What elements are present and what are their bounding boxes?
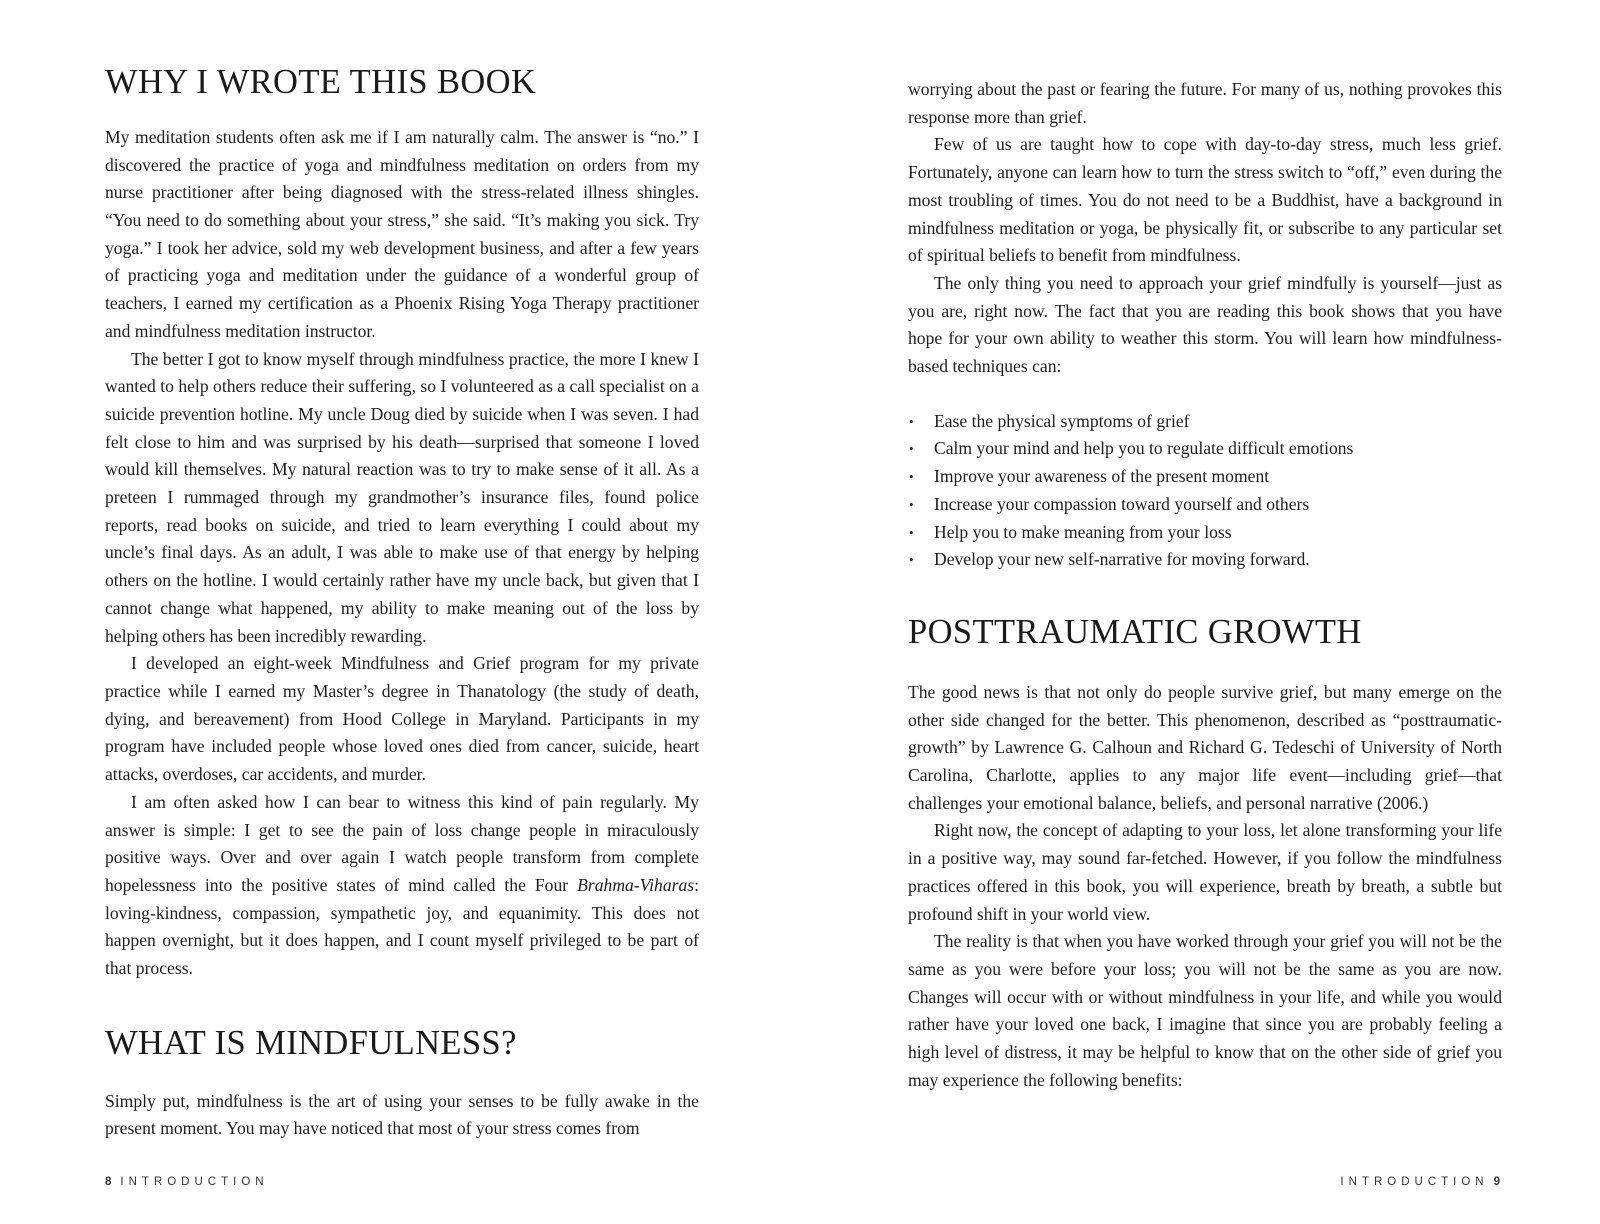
- list-item: [908, 546, 1502, 574]
- page-number: 9: [1493, 1176, 1500, 1188]
- list-item: [908, 435, 1502, 463]
- body-paragraph: The reality is that when you have worked through your grief you will not be the same as you were before your loss; you will not be the same as you are now. Changes will occur with or without mindfulness in your life, and while you would rather have your loved one back, I imagine that since you are probably feeling a high level of distress, it may be helpful to know that on the other side of grief you may experience the following benefits:: [908, 931, 1502, 1090]
- page-footer-left: [105, 1176, 269, 1188]
- list-item-text: Calm your mind and help you to regulate difficult emotions: [934, 438, 1354, 459]
- body-paragraph-continued: worrying about the past or fearing the future. For many of us, nothing provokes this response more than grief.: [908, 79, 1502, 127]
- body-paragraph: My meditation students often ask me if I am naturally calm. The answer is “no.” I discovered the practice of yoga and mindfulness meditation on orders from my nurse practitioner after being diagnosed with the stress-related illness shingles. “You need to do something about your stress,” she said. “It’s making you sick. Try yoga.” I took her advice, sold my web development business, and after a few years of practicing yoga and meditation under the guidance of a wonderful group of teachers, I earned my certification as a Phoenix Rising Yoga Therapy practitioner and mindfulness meditation instructor.: [105, 126, 699, 341]
- bullet-icon: •: [909, 413, 914, 429]
- body-paragraph: The good news is that not only do people survive grief, but many emerge on the other side changed for the better. This phenomenon, described as “posttraumatic- growth” by Lawrence G. Calhoun and Richard G. Tedeschi of University of North Carolina, Charlotte, applies to any major life event—including grief—that challenges your emotional balance, beliefs, and personal narrative (2006.): [908, 681, 1502, 813]
- body-paragraph: I developed an eight-week Mindfulness and Grief program for my private practice while I earned my Master’s degree in Thanatology (the study of death, dying, and bereavement) from Hood College in Maryland. Participants in my program have included people whose loved ones died from cancer, suicide, heart attacks, overdoses, car accidents, and murder.: [105, 653, 699, 785]
- running-footer-label: INTRODUCTION: [120, 1176, 269, 1188]
- paragraph-text: : loving-kindness, compassion, sympathetic joy, and equanimity. This does not happen overnight, but it does happen, and I count myself privileged to be part of that process.: [105, 874, 699, 979]
- list-item: [908, 463, 1502, 491]
- body-paragraph: Few of us are taught how to cope with day-to-day stress, much less grief. Fortunately, anyone can learn how to turn the stress switch to “off,” even during the most troubling of times. You do not need to be a Buddhist, have a background in mindfulness meditation or yoga, be physically fit, or subscribe to any particular set of spiritual beliefs to benefit from mindfulness.: [908, 134, 1502, 266]
- benefits-list: [908, 408, 1502, 574]
- heading-why-i-wrote-this-book: WHY I WROTE THIS BOOK: [105, 63, 537, 101]
- list-item-text: Improve your awareness of the present moment: [934, 466, 1270, 487]
- right-text-column: [908, 76, 1502, 1094]
- list-item-text: Help you to make meaning from your loss: [934, 521, 1232, 542]
- body-paragraph: Simply put, mindfulness is the art of using your senses to be fully awake in the present moment. You may have noticed that most of your stress comes from: [105, 1090, 699, 1139]
- list-item: [908, 519, 1502, 547]
- list-item-text: Increase your compassion toward yourself and others: [934, 493, 1310, 514]
- body-paragraph-brahma-viharas: [105, 789, 699, 983]
- list-item: [908, 408, 1502, 436]
- paragraph-text: I am often asked how I can bear to witness this kind of pain regularly. My answer is simple: I get to see the pain of loss change people in miraculously positive ways. Over and over again I watch people transform from complete hopelessness into the positive states of mind called the Four: [105, 791, 699, 895]
- italic-term: Brahma-Viharas: [577, 874, 695, 895]
- body-paragraph: The only thing you need to approach your grief mindfully is yourself—just as you are, right now. The fact that you are reading this book shows that you have hope for your own ability to weather this storm. You will learn how mindfulness-based techniques can:: [908, 272, 1502, 377]
- heading-what-is-mindfulness: WHAT IS MINDFULNESS?: [105, 1023, 517, 1062]
- bullet-icon: •: [909, 524, 914, 540]
- bullet-icon: •: [909, 552, 914, 568]
- right-page: [800, 0, 1600, 1224]
- heading-posttraumatic-growth: POSTTRAUMATIC GROWTH: [908, 612, 1362, 651]
- body-paragraph: The better I got to know myself through mindfulness practice, the more I knew I wanted to help others reduce their suffering, so I volunteered as a call specialist on a suicide prevention hotline. My uncle Doug died by suicide when I was seven. I had felt close to him and was surprised by his death—surprised that someone I loved would kill themselves. My natural reaction was to try to make sense of it all. As a preteen I rummaged through my grandmother’s insurance files, found police reports, read books on suicide, and tried to learn everything I could about my uncle’s final days. As an adult, I was able to make use of that energy by helping others on the hotline. I would certainly rather have my uncle back, but given that I cannot change what happened, my ability to make meaning out of the loss by helping others has been incredibly rewarding.: [105, 348, 699, 646]
- list-item: [908, 491, 1502, 519]
- bullet-icon: •: [909, 441, 914, 457]
- body-paragraph: Right now, the concept of adapting to your loss, let alone transforming your life in a positive way, may sound far-fetched. However, if you follow the mindfulness practices offered in this book, you will experience, breath by breath, a subtle but profound shift in your world view.: [908, 820, 1502, 924]
- bullet-icon: •: [909, 469, 914, 485]
- bullet-icon: •: [909, 496, 914, 512]
- list-item-text: Ease the physical symptoms of grief: [934, 410, 1190, 431]
- page-number: 8: [105, 1176, 112, 1188]
- left-text-column: [105, 64, 699, 1143]
- running-footer-label: INTRODUCTION: [1340, 1176, 1489, 1188]
- page-footer-right: [1340, 1176, 1500, 1188]
- list-item-text: Develop your new self-narrative for moving forward.: [934, 549, 1310, 570]
